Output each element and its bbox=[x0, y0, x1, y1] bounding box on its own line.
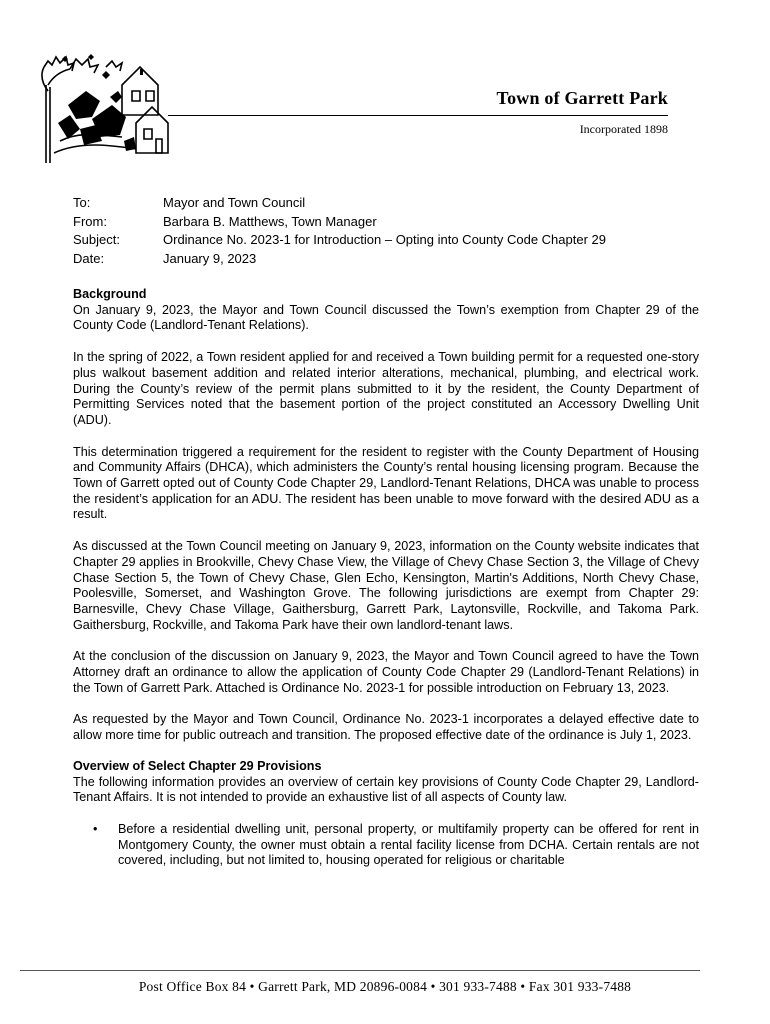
background-paragraph-6: As requested by the Mayor and Town Council, Ordinance No. 2023-1 incorporates a delayed effective date to allow more time for public outreach and transition. The proposed effective date of the ordinance is July 1, 2023. bbox=[73, 712, 699, 743]
provision-bullet-1: • Before a residential dwelling unit, personal property, or multifamily property can be offered for rent in Montgomery County, the owner must obtain a rental facility license from DCHA. Certain rentals are not covered, including, but not limited to, housing operated for religious or charitable bbox=[73, 822, 699, 869]
memo-to-row bbox=[73, 194, 606, 213]
town-name: Town of Garrett Park bbox=[496, 88, 668, 108]
background-paragraph-1: On January 9, 2023, the Mayor and Town Council discussed the Town’s exemption from Chapter 29 of the County Code (Landlord-Tenant Relations). bbox=[73, 302, 699, 333]
background-paragraph-2: In the spring of 2022, a Town resident applied for and received a Town building permit for a requested one-story plus walkout basement addition and related interior alterations, mechanical, plumbing, and electrical work. During the County’s review of the permit plans submitted to it by the resident, the County Department of Permitting Services noted that the basement portion of the project constituted an Accessory Dwelling Unit (ADU). bbox=[73, 350, 699, 427]
memo-to-label: To: bbox=[73, 195, 91, 210]
memo-date-row bbox=[73, 250, 606, 269]
memo-from-value: Barbara B. Matthews, Town Manager bbox=[163, 213, 377, 229]
header-rule bbox=[168, 115, 668, 116]
background-heading: Background bbox=[73, 287, 147, 301]
memo-header bbox=[73, 194, 606, 268]
footer-address: Post Office Box 84 • Garrett Park, MD 20896-0084 • 301 933-7488 • Fax 301 933-7488 bbox=[138, 979, 632, 994]
overview-paragraph-1: The following information provides an overview of certain key provisions of County Code Chapter 29, Landlord-Tenant Affairs. It is not intended to provide an exhaustive list of all aspects of County law. bbox=[73, 774, 699, 805]
memo-subject-row bbox=[73, 231, 606, 250]
memo-date-label: Date: bbox=[73, 250, 105, 266]
memo-date-value: January 9, 2023 bbox=[163, 250, 257, 266]
footer-rule bbox=[20, 970, 700, 971]
memo-to-value: Mayor and Town Council bbox=[163, 195, 306, 210]
provisions-list bbox=[73, 822, 699, 869]
memo-from-label: From: bbox=[73, 213, 107, 229]
memo-body bbox=[73, 287, 699, 869]
town-logo bbox=[40, 45, 170, 165]
background-paragraph-5: At the conclusion of the discussion on January 9, 2023, the Mayor and Town Council agreed to have the Town Attorney draft an ordinance to allow the application of County Code Chapter 29 (Landlord-Tenant Relations) in the Town of Garrett Park. Attached is Ordinance No. 2023-1 for possible introduction on February 13, 2023. bbox=[73, 649, 699, 695]
memo-subject-label: Subject: bbox=[73, 232, 120, 247]
overview-heading: Overview of Select Chapter 29 Provisions bbox=[73, 758, 322, 773]
memo-subject-value: Ordinance No. 2023-1 for Introduction – Opting into County Code Chapter 29 bbox=[163, 232, 606, 247]
background-paragraph-3: This determination triggered a requirement for the resident to register with the County Department of Housing and Community Affairs (DHCA), which administers the County’s rental housing licensing program. Because the Town of Garrett opted out of County Code Chapter 29, Landlord-Tenant Relations, DHCA was unable to process the resident’s application for an ADU. The resident has been unable to move forward with the desired ADU as a result. bbox=[73, 444, 699, 522]
memo-from-row bbox=[73, 213, 606, 232]
incorporated-year: Incorporated 1898 bbox=[579, 122, 668, 136]
background-paragraph-4: As discussed at the Town Council meeting on January 9, 2023, information on the County website indicates that Chapter 29 applies in Brookville, Chevy Chase View, the Village of Chevy Chase Section 3, the Village of Chevy Chase Section 5, the Town of Chevy Chase, Glen Echo, Kensington, Martin's Additions, North Chevy Chase, Poolesville, Somerset, and Washington Grove. The following jurisdictions are exempt from Chapter 29: Barnesville, Chevy Chase Village, Gaithersburg, Garrett Park, Laytonsville, Rockville, and Takoma Park. Gaithersburg, Rockville, and Takoma Park have their own landlord-tenant laws. bbox=[73, 539, 699, 632]
